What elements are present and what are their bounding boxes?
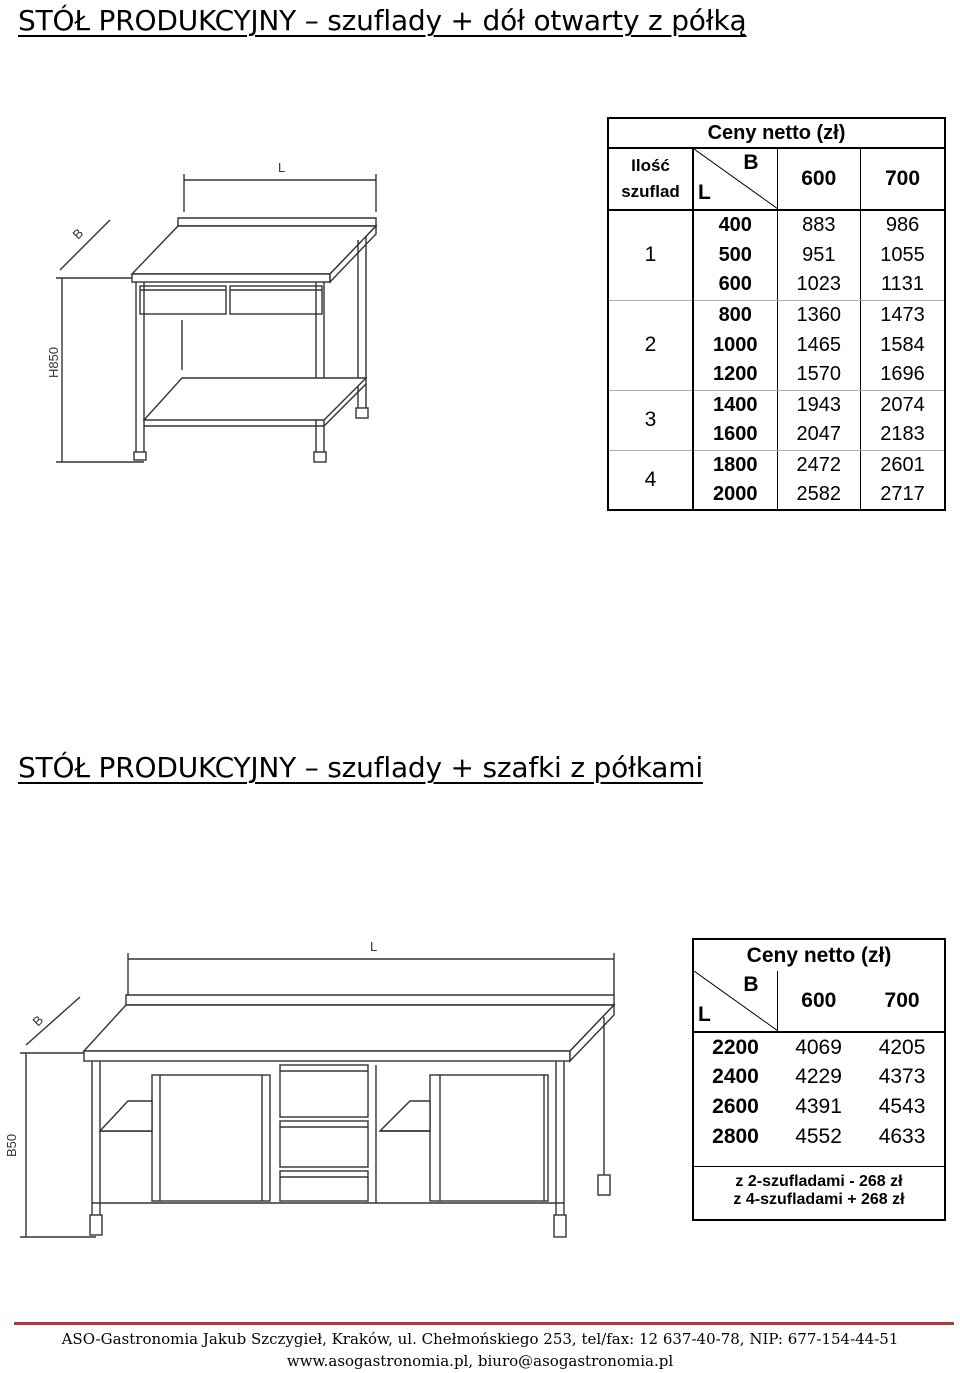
section2-title: STÓŁ PRODUKCYJNY – szuflady + szafki z półkami bbox=[18, 751, 703, 784]
length-value: 500 bbox=[693, 240, 777, 270]
section1-title: STÓŁ PRODUKCYJNY – szuflady + dół otwarty z półką bbox=[18, 4, 747, 37]
table-row bbox=[608, 300, 945, 330]
length-value: 800 bbox=[693, 300, 777, 330]
dim-label-height: B50 bbox=[4, 1133, 19, 1157]
price-700: 1131 bbox=[861, 270, 945, 300]
price-700: 2074 bbox=[880, 393, 925, 416]
price-600: 1465 bbox=[777, 330, 861, 360]
price-600: 2047 bbox=[777, 420, 861, 450]
price-700: 2717 bbox=[880, 483, 925, 505]
price-600: 1360 bbox=[777, 300, 861, 330]
drawer-count-label: Ilość bbox=[631, 156, 670, 175]
length-value: 1600 bbox=[693, 420, 777, 450]
drawer-count: 3 bbox=[608, 390, 693, 450]
price-700: 2183 bbox=[861, 420, 945, 450]
length-value: 600 bbox=[693, 270, 777, 300]
length-value: 1000 bbox=[693, 330, 777, 360]
dim-label-height: H850 bbox=[46, 346, 61, 378]
table-row bbox=[693, 1122, 945, 1152]
length-value: 1200 bbox=[693, 360, 777, 390]
footer-company-info: ASO-Gastronomia Jakub Szczygieł, Kraków, ul. Chełmońskiego 253, tel/fax: 12 637-40-78, NIP: 677-154-44-51 bbox=[61, 1330, 899, 1348]
table-caption: Ceny netto (zł) bbox=[608, 118, 945, 148]
table-row bbox=[693, 1092, 945, 1122]
price-600: 4229 bbox=[795, 1065, 842, 1088]
length-value: 1800 bbox=[693, 450, 777, 480]
price-700: 4205 bbox=[878, 1035, 926, 1059]
col-header-700: 700 bbox=[861, 148, 945, 210]
length-value: 1400 bbox=[693, 390, 777, 420]
drawer-count: 1 bbox=[608, 210, 693, 300]
price-600: 4069 bbox=[795, 1035, 842, 1059]
col-header-600: 600 bbox=[777, 148, 861, 210]
drawer-count-label-line2: szuflad bbox=[621, 182, 680, 201]
footer-divider bbox=[14, 1322, 954, 1325]
table-row bbox=[608, 210, 945, 240]
price-700: 1584 bbox=[880, 333, 925, 356]
table-caption: Ceny netto (zł) bbox=[746, 943, 892, 967]
table-row bbox=[608, 450, 945, 480]
table-separator bbox=[693, 1152, 945, 1166]
price-700: 4633 bbox=[878, 1125, 926, 1148]
footer-contact: www.asogastronomia.pl, biuro@asogastronomia.pl bbox=[286, 1352, 674, 1370]
dim-label-length: L bbox=[370, 939, 378, 954]
table-row bbox=[693, 1062, 945, 1092]
dim-label-length: L bbox=[278, 160, 286, 175]
drawer-note-4: z 4-szufladami + 268 zł bbox=[733, 1190, 905, 1208]
price-600: 1570 bbox=[777, 360, 861, 390]
price-600: 2582 bbox=[777, 480, 861, 510]
price-700: 2601 bbox=[880, 453, 925, 476]
price-700: 1473 bbox=[880, 303, 925, 326]
diagonal-header-cell bbox=[693, 971, 777, 1032]
price-600: 883 bbox=[777, 210, 861, 240]
drawer-count-header bbox=[608, 148, 693, 210]
table-drawing-cabinets bbox=[0, 935, 625, 1255]
drawer-count: 2 bbox=[608, 300, 693, 390]
length-value: 2400 bbox=[712, 1065, 759, 1088]
dim-label-depth: B bbox=[69, 225, 87, 243]
price-700: 4373 bbox=[878, 1065, 926, 1088]
price-600: 1943 bbox=[777, 390, 861, 420]
price-700: 986 bbox=[885, 214, 920, 236]
length-header-label: L bbox=[698, 1003, 711, 1026]
price-600: 4552 bbox=[795, 1125, 842, 1148]
price-table-open-shelf bbox=[607, 117, 946, 511]
price-700: 4543 bbox=[878, 1095, 926, 1118]
table-drawing-open-shelf bbox=[40, 150, 400, 480]
length-value: 2600 bbox=[712, 1095, 759, 1118]
drawer-note-2: z 2-szufladami - 268 zł bbox=[735, 1172, 903, 1190]
length-value: 2000 bbox=[693, 480, 777, 510]
depth-header-label: B bbox=[743, 973, 759, 996]
price-600: 4391 bbox=[795, 1095, 842, 1118]
length-value: 400 bbox=[693, 210, 777, 240]
depth-header-label: B bbox=[743, 151, 759, 174]
price-600: 2472 bbox=[777, 450, 861, 480]
price-600: 951 bbox=[777, 240, 861, 270]
price-700: 1055 bbox=[880, 243, 925, 266]
price-table-cabinets bbox=[692, 938, 946, 1221]
col-header-700: 700 bbox=[860, 971, 945, 1032]
table-row bbox=[693, 1032, 945, 1062]
col-header-600: 600 bbox=[777, 971, 860, 1032]
price-rows bbox=[608, 210, 945, 510]
length-value: 2800 bbox=[712, 1125, 759, 1148]
table-row bbox=[608, 390, 945, 420]
length-value: 2200 bbox=[712, 1035, 759, 1059]
price-700: 1696 bbox=[861, 360, 945, 390]
diagonal-header-cell bbox=[693, 148, 777, 210]
length-header-label: L bbox=[698, 181, 711, 204]
price-600: 1023 bbox=[777, 270, 861, 300]
drawer-count: 4 bbox=[608, 450, 693, 510]
dim-label-depth: B bbox=[29, 1012, 47, 1030]
